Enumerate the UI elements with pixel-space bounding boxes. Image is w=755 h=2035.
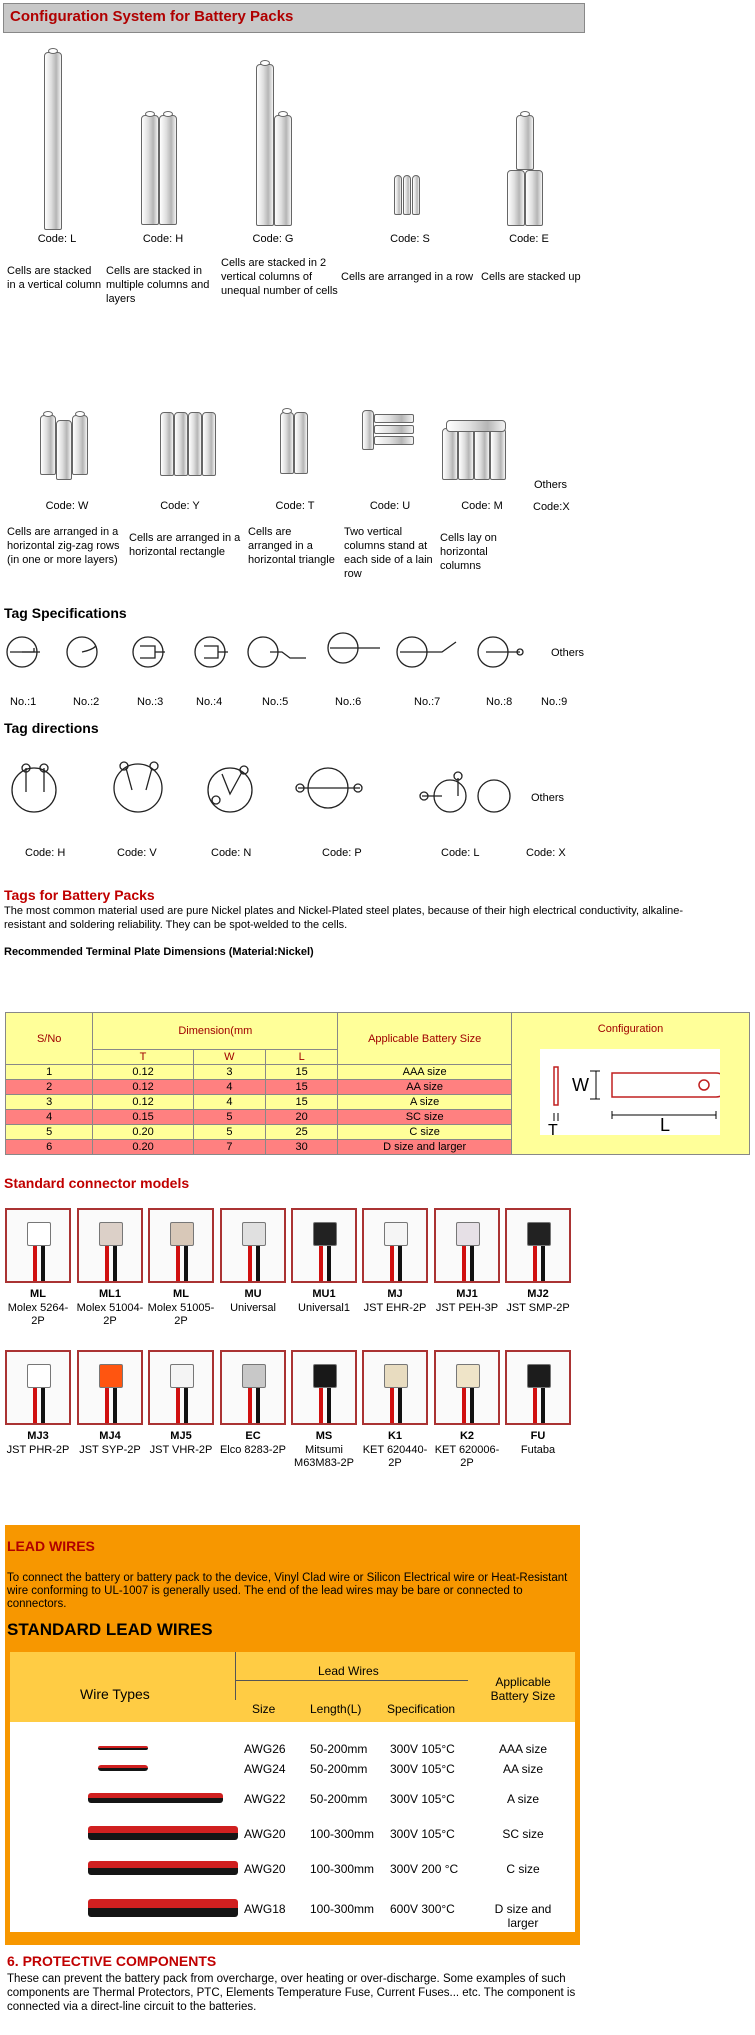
connector-wire-black xyxy=(541,1246,545,1283)
tag-spec-3: No.:3 xyxy=(137,696,164,708)
cell: 15 xyxy=(266,1080,338,1095)
tag-spec-4: No.:4 xyxy=(196,696,223,708)
config-l-code: Code: L xyxy=(37,233,77,245)
lead-cell-size: AWG20 xyxy=(244,1827,286,1841)
connector-code: ML xyxy=(173,1288,189,1300)
connector-wire-red xyxy=(533,1388,537,1425)
connector-body xyxy=(456,1222,480,1246)
connector-body xyxy=(99,1222,123,1246)
lead-cell-app: AA size xyxy=(502,1762,544,1776)
config-h-code: Code: H xyxy=(142,233,184,245)
cell: 0.20 xyxy=(93,1140,193,1155)
lead-cell-app: SC size xyxy=(502,1827,544,1841)
connector-code: MJ2 xyxy=(527,1288,549,1300)
tag-spec-1: No.:1 xyxy=(10,696,37,708)
connector-wire-red xyxy=(319,1246,323,1283)
config-t-code: Code: T xyxy=(275,500,315,512)
lead-divider xyxy=(235,1652,236,1700)
config-others-label: Others xyxy=(534,479,568,491)
connector-wire-red xyxy=(533,1246,537,1283)
cell: 7 xyxy=(193,1140,265,1155)
connector-code: MJ3 xyxy=(27,1430,49,1442)
connector-code: MJ4 xyxy=(99,1430,121,1442)
lead-cell-len: 100-300mm xyxy=(310,1827,375,1841)
connector-wire-black xyxy=(113,1388,117,1425)
lead-cell-spec: 300V 105°C xyxy=(390,1827,455,1841)
connector-code: ML1 xyxy=(99,1288,121,1300)
connector-desc: Mitsumi M63M83-2P xyxy=(294,1444,354,1469)
tag-dirs-heading: Tag directions xyxy=(4,720,99,736)
dims-col-t: T xyxy=(93,1049,193,1064)
dims-header-config xyxy=(511,1013,749,1155)
cell: 2 xyxy=(6,1080,93,1095)
connector-wire-black xyxy=(41,1388,45,1425)
connector-code: EC xyxy=(245,1430,261,1442)
tag-specs-heading: Tag Specifications xyxy=(4,605,127,621)
connector-image xyxy=(148,1208,214,1283)
lead-header-lead: Lead Wires xyxy=(318,1664,379,1678)
connector-image xyxy=(362,1208,428,1283)
config-e-desc: Cells are stacked up xyxy=(481,271,581,283)
connector-body xyxy=(99,1364,123,1388)
config-t-desc: Cells are arranged in a horizontal triangle xyxy=(248,526,335,566)
connector-desc: JST PHR-2P xyxy=(6,1444,70,1456)
lead-cell-spec: 300V 105°C xyxy=(390,1792,455,1806)
connector-body xyxy=(384,1222,408,1246)
connector-desc: Elco 8283-2P xyxy=(219,1444,287,1456)
cell: D size and larger xyxy=(338,1140,512,1155)
dims-col-l: L xyxy=(266,1049,338,1064)
config-u-code: Code: U xyxy=(369,500,411,512)
lead-header-length: Length(L) xyxy=(310,1702,362,1716)
connector-wire-red xyxy=(105,1246,109,1283)
connector-wire-red xyxy=(33,1246,37,1283)
cell: AA size xyxy=(338,1080,512,1095)
tags-body: The most common material used are pure Nickel plates and Nickel-Plated steel plates, because of their high electrical conductivity, alkaline-resistant and soldering reliability. They can be spot-welded to the cells. xyxy=(4,905,684,931)
lead-body: To connect the battery or battery pack to the device, Vinyl Clad wire or Silicon Electrical wire or Heat-Resistant wire conforming to UL-1007 is generally used. The end of the lead wires may be bare or connected to connectors. xyxy=(7,1572,568,1610)
connector-wire-red xyxy=(462,1388,466,1425)
connector-body xyxy=(313,1364,337,1388)
connector-body xyxy=(27,1364,51,1388)
connector-wire-black xyxy=(327,1388,331,1425)
connector-wire-red xyxy=(390,1388,394,1425)
lead-wire-image xyxy=(88,1793,223,1803)
page-title: Configuration System for Battery Packs xyxy=(3,3,585,33)
cell: 30 xyxy=(266,1140,338,1155)
lead-wire-image xyxy=(88,1861,238,1875)
dims-header-size: Applicable Battery Size xyxy=(338,1013,512,1065)
config-w-desc: Cells are arranged in a horizontal zig-zag rows (in one or more layers) xyxy=(7,526,120,566)
connectors-heading: Standard connector models xyxy=(4,1175,190,1191)
lead-divider xyxy=(235,1680,468,1681)
config-x-code: Code:X xyxy=(533,501,570,513)
config-e-code: Code: E xyxy=(509,233,549,245)
connector-wire-red xyxy=(105,1388,109,1425)
connector-desc: KET 620006-2P xyxy=(434,1444,500,1469)
connector-wire-red xyxy=(176,1388,180,1425)
cell: SC size xyxy=(338,1110,512,1125)
lead-cell-len: 100-300mm xyxy=(310,1902,375,1916)
config-h-desc: Cells are stacked in multiple columns and layers xyxy=(106,265,210,305)
tag-dirs-drawings xyxy=(0,758,590,818)
connector-image xyxy=(5,1350,71,1425)
connector-wire-red xyxy=(390,1246,394,1283)
lead-cell-app: D size and larger xyxy=(494,1902,552,1930)
tag-dir-h: Code: H xyxy=(25,847,66,859)
config-l-desc: Cells are stacked in a vertical column xyxy=(7,265,102,291)
connector-code: MU xyxy=(244,1288,262,1300)
tag-spec-6: No.:6 xyxy=(335,696,362,708)
protective-heading: 6. PROTECTIVE COMPONENTS xyxy=(7,1953,217,1969)
cell: 0.12 xyxy=(93,1080,193,1095)
cell: 5 xyxy=(193,1110,265,1125)
lead-header-app: Applicable Battery Size xyxy=(490,1675,556,1703)
cell: 0.15 xyxy=(93,1110,193,1125)
connector-wire-black xyxy=(41,1246,45,1283)
connector-image xyxy=(434,1208,500,1283)
cell: 25 xyxy=(266,1125,338,1140)
connector-wire-black xyxy=(470,1388,474,1425)
dimensions-table xyxy=(5,1012,750,1155)
connector-body xyxy=(242,1364,266,1388)
config-s-desc: Cells are arranged in a row xyxy=(341,271,474,283)
connector-wire-black xyxy=(256,1246,260,1283)
tag-spec-2: No.:2 xyxy=(73,696,100,708)
std-lead-heading: STANDARD LEAD WIRES xyxy=(7,1620,213,1639)
connector-image xyxy=(434,1350,500,1425)
connector-body xyxy=(27,1222,51,1246)
cell: 5 xyxy=(6,1125,93,1140)
lead-cell-size: AWG26 xyxy=(244,1742,286,1756)
connector-desc: Universal1 xyxy=(298,1302,350,1314)
lead-cell-app: A size xyxy=(506,1792,539,1806)
tag-dir-l: Code: L xyxy=(441,847,480,859)
connector-wire-black xyxy=(327,1246,331,1283)
lead-wire-image xyxy=(88,1826,238,1840)
lead-cell-spec: 300V 105°C xyxy=(390,1762,455,1776)
connector-code: MS xyxy=(315,1430,333,1442)
tags-sub: Recommended Terminal Plate Dimensions (Material:Nickel) xyxy=(4,946,314,958)
lead-header-size: Size xyxy=(252,1702,276,1716)
connector-code: FU xyxy=(530,1430,546,1442)
dims-config-label: Configuration xyxy=(597,1023,664,1035)
config-u-desc: Two vertical columns stand at each side of a lain row xyxy=(344,526,433,580)
lead-wire-image xyxy=(98,1746,148,1750)
lead-wire-image xyxy=(88,1899,238,1917)
connector-desc: JST PEH-3P xyxy=(435,1302,499,1314)
connector-desc: KET 620440-2P xyxy=(362,1444,428,1469)
connector-body xyxy=(456,1364,480,1388)
lead-cell-size: AWG24 xyxy=(244,1762,286,1776)
config-m-desc: Cells lay on horizontal columns xyxy=(440,532,497,572)
connector-image xyxy=(505,1208,571,1283)
connector-image xyxy=(77,1208,143,1283)
connector-wire-red xyxy=(319,1388,323,1425)
connector-body xyxy=(170,1364,194,1388)
tag-dir-v: Code: V xyxy=(117,847,157,859)
connector-body xyxy=(313,1222,337,1246)
tags-heading: Tags for Battery Packs xyxy=(4,887,155,903)
cell: A size xyxy=(338,1095,512,1110)
config-w-code: Code: W xyxy=(45,500,89,512)
cell: 15 xyxy=(266,1065,338,1080)
connector-image xyxy=(220,1350,286,1425)
cell: 0.12 xyxy=(93,1065,193,1080)
cell: 4 xyxy=(6,1110,93,1125)
connector-wire-black xyxy=(398,1246,402,1283)
config-g-desc: Cells are stacked in 2 vertical columns of unequal number of cells xyxy=(221,257,338,297)
lead-header-types: Wire Types xyxy=(80,1686,150,1702)
connector-image xyxy=(362,1350,428,1425)
connector-wire-black xyxy=(184,1246,188,1283)
tag-spec-7: No.:7 xyxy=(414,696,441,708)
lead-cell-app: C size xyxy=(506,1862,540,1876)
lead-cell-size: AWG22 xyxy=(244,1792,286,1806)
connector-body xyxy=(527,1222,551,1246)
cell: 4 xyxy=(193,1080,265,1095)
connector-body xyxy=(242,1222,266,1246)
tag-spec-8: No.:8 xyxy=(486,696,513,708)
connector-code: ML xyxy=(30,1288,46,1300)
connector-image xyxy=(5,1208,71,1283)
lead-cell-app: AAA size xyxy=(498,1742,548,1756)
diagram-l: L xyxy=(660,1115,671,1135)
cell: 0.20 xyxy=(93,1125,193,1140)
connector-desc: JST SMP-2P xyxy=(506,1302,570,1314)
connector-code: MU1 xyxy=(312,1288,336,1300)
cell: 20 xyxy=(266,1110,338,1125)
connector-image xyxy=(291,1350,357,1425)
cell: 6 xyxy=(6,1140,93,1155)
dims-header-dim: Dimension(mm xyxy=(93,1013,338,1050)
tag-dir-n: Code: N xyxy=(211,847,252,859)
config-y-desc: Cells are arranged in a horizontal rectangle xyxy=(129,532,241,558)
config-y-code: Code: Y xyxy=(160,500,200,512)
connector-desc: JST VHR-2P xyxy=(149,1444,213,1456)
connector-wire-black xyxy=(541,1388,545,1425)
lead-cell-len: 50-200mm xyxy=(310,1792,368,1806)
connector-wire-red xyxy=(33,1388,37,1425)
lead-cell-spec: 300V 105°C xyxy=(390,1742,455,1756)
lead-cell-len: 100-300mm xyxy=(310,1862,375,1876)
lead-cell-spec: 600V 300°C xyxy=(390,1902,455,1916)
connector-wire-red xyxy=(248,1246,252,1283)
connector-image xyxy=(148,1350,214,1425)
connector-image xyxy=(220,1208,286,1283)
cell: 3 xyxy=(193,1065,265,1080)
cell: 0.12 xyxy=(93,1095,193,1110)
lead-header-spec: Specification xyxy=(387,1702,456,1716)
cell: AAA size xyxy=(338,1065,512,1080)
cell: C size xyxy=(338,1125,512,1140)
connector-image xyxy=(291,1208,357,1283)
cell: 1 xyxy=(6,1065,93,1080)
connector-desc: JST SYP-2P xyxy=(79,1444,141,1456)
connector-body xyxy=(384,1364,408,1388)
cell: 4 xyxy=(193,1095,265,1110)
diagram-t: T xyxy=(548,1122,559,1135)
connector-wire-black xyxy=(398,1388,402,1425)
config-s-code: Code: S xyxy=(390,233,430,245)
tag-specs-others: Others xyxy=(551,647,585,659)
connector-body xyxy=(170,1222,194,1246)
tag-specs-drawings xyxy=(0,630,590,675)
cell: 15 xyxy=(266,1095,338,1110)
connector-desc: Universal xyxy=(230,1302,276,1314)
lead-cell-len: 50-200mm xyxy=(310,1742,368,1756)
connector-code: K1 xyxy=(387,1430,403,1442)
connector-code: K2 xyxy=(459,1430,475,1442)
connector-desc: JST EHR-2P xyxy=(363,1302,427,1314)
lead-wire-image xyxy=(98,1765,148,1771)
tag-dir-p: Code: P xyxy=(322,847,362,859)
connector-code: MJ1 xyxy=(456,1288,478,1300)
tag-spec-5: No.:5 xyxy=(262,696,289,708)
connector-image xyxy=(77,1350,143,1425)
connector-code: MJ5 xyxy=(170,1430,192,1442)
cell: 5 xyxy=(193,1125,265,1140)
connector-wire-red xyxy=(248,1388,252,1425)
terminal-plate-diagram xyxy=(540,1049,720,1135)
connector-wire-red xyxy=(462,1246,466,1283)
config-g-code: Code: G xyxy=(252,233,294,245)
connector-code: MJ xyxy=(387,1288,403,1300)
connector-desc: Molex 51004-2P xyxy=(76,1302,144,1327)
connector-image xyxy=(505,1350,571,1425)
protective-body: These can prevent the battery pack from overcharge, over heating or over-discharge. Some examples of such components are Thermal Protectors, PTC, Elements Temperature Fuse, Current Fuses... etc. The component is connected via a direct-line circuit to the batteries. xyxy=(7,1973,576,2013)
connector-body xyxy=(527,1364,551,1388)
connector-wire-black xyxy=(256,1388,260,1425)
dims-col-w: W xyxy=(193,1049,265,1064)
lead-cell-spec: 300V 200 °C xyxy=(390,1862,459,1876)
connector-wire-black xyxy=(184,1388,188,1425)
config-m-code: Code: M xyxy=(461,500,503,512)
connector-desc: Molex 5264-2P xyxy=(7,1302,69,1327)
connector-wire-black xyxy=(470,1246,474,1283)
lead-heading: LEAD WIRES xyxy=(7,1538,95,1554)
lead-cell-len: 50-200mm xyxy=(310,1762,368,1776)
tag-dirs-others: Others xyxy=(531,792,565,804)
diagram-w: W xyxy=(572,1075,590,1095)
lead-cell-size: AWG20 xyxy=(244,1862,286,1876)
tag-spec-9: No.:9 xyxy=(541,696,568,708)
connector-wire-black xyxy=(113,1246,117,1283)
tag-dir-x: Code: X xyxy=(526,847,566,859)
lead-cell-size: AWG18 xyxy=(244,1902,286,1916)
connector-wire-red xyxy=(176,1246,180,1283)
connector-desc: Molex 51005-2P xyxy=(147,1302,215,1327)
dims-header-sno: S/No xyxy=(6,1013,93,1065)
connector-desc: Futaba xyxy=(520,1444,556,1456)
cell: 3 xyxy=(6,1095,93,1110)
